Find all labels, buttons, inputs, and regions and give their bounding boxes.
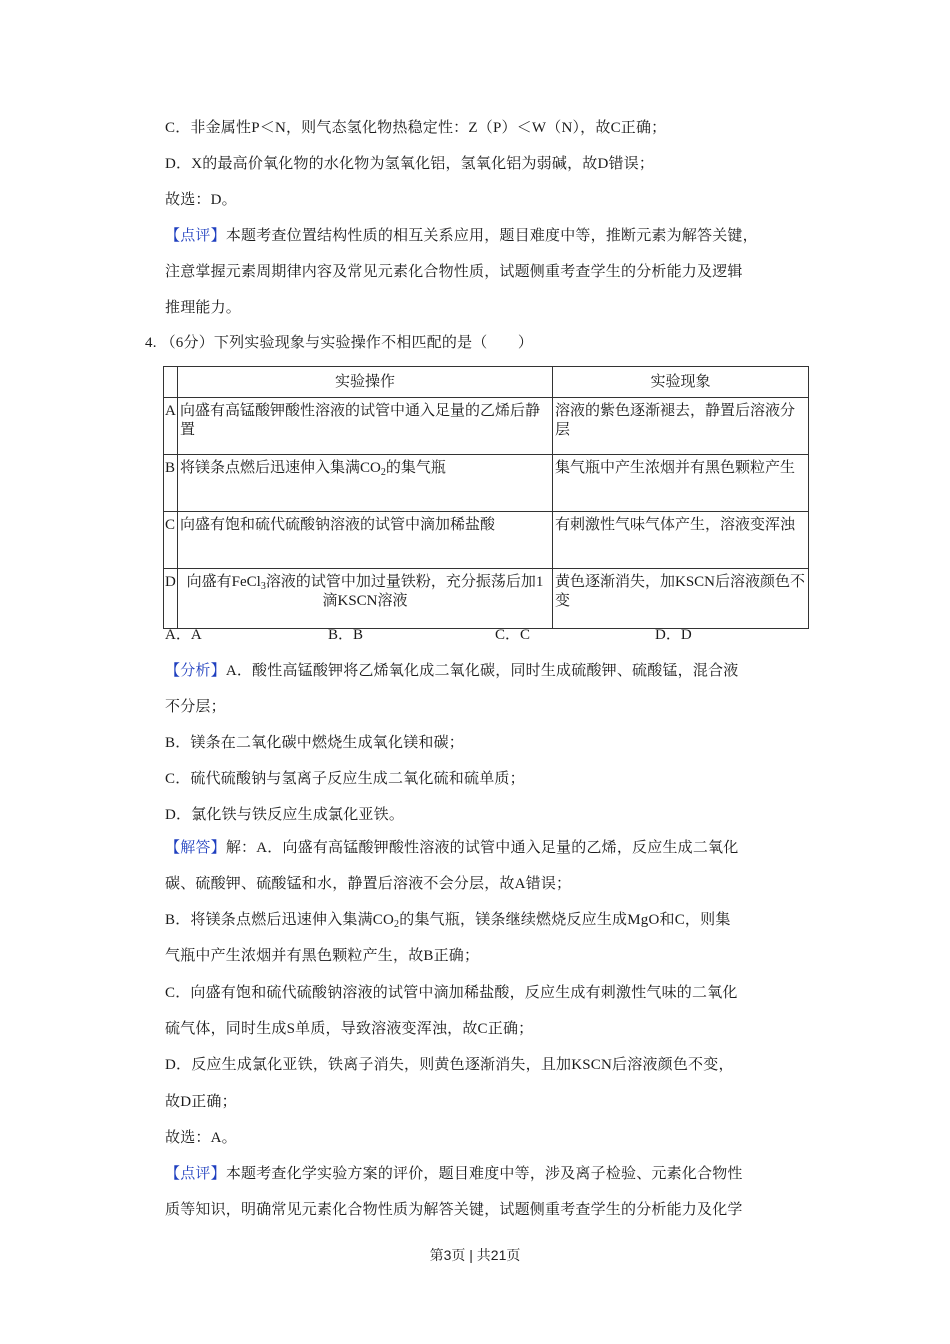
- answer-text: 的集气瓶，镁条继续燃烧反应生成MgO和C，则集: [399, 912, 731, 928]
- comment-tag: 【点评】: [165, 1166, 226, 1182]
- row-operation: 向盛有饱和硫代硫酸钠溶液的试管中滴加稀盐酸: [178, 512, 553, 569]
- answer-line-6: 硫气体，同时生成S单质，导致溶液变浑浊，故C正确；: [165, 1021, 534, 1037]
- prev-solution-line-c: C．非金属性P＜N，则气态氢化物热稳定性：Z（P）＜W（N），故C正确；: [165, 120, 667, 136]
- answer-line-1: [165, 838, 738, 858]
- page-footer: 第3页 | 共21页: [429, 1247, 521, 1263]
- comment-text: 本题考查位置结构性质的相互关系应用，题目难度中等，推断元素为解答关键，: [225, 228, 758, 244]
- answer-line-2: 碳、硫酸钾、硫酸锰和水，静置后溶液不会分层，故A错误；: [165, 876, 572, 892]
- analysis-line-5: D．氯化铁与铁反应生成氯化亚铁。: [165, 807, 405, 823]
- analysis-line-1: [165, 661, 738, 681]
- prev-comment-line-3: 推理能力。: [165, 300, 242, 316]
- comment-tag: 【点评】: [165, 228, 226, 244]
- subscript: 2: [380, 467, 386, 478]
- analysis-line-2: 不分层；: [165, 699, 226, 715]
- row-operation: [178, 569, 553, 629]
- prev-solution-line-d: D．X的最高价氧化物的水化物为氢氧化铝，氢氧化铝为弱碱，故D错误；: [165, 156, 655, 172]
- row-label: B: [164, 455, 178, 512]
- answer-line-5: C．向盛有饱和硫代硫酸钠溶液的试管中滴加稀盐酸，反应生成有刺激性气味的二氧化: [165, 985, 738, 1001]
- row-label: D: [164, 569, 178, 629]
- comment-text: 本题考查化学实验方案的评价，题目难度中等，涉及离子检验、元素化合物性: [225, 1166, 743, 1182]
- answer-line-4: 气瓶中产生浓烟并有黑色颗粒产生，故B正确；: [165, 948, 480, 964]
- header-label-cell: [164, 367, 178, 398]
- answer-line-7: D．反应生成氯化亚铁，铁离子消失，则黄色逐渐消失，且加KSCN后溶液颜色不变，: [165, 1057, 734, 1073]
- row-operation: 向盛有高锰酸钾酸性溶液的试管中通入足量的乙烯后静置: [178, 398, 553, 455]
- answer-choice: 故选：A。: [165, 1130, 237, 1146]
- analysis-text: A．酸性高锰酸钾将乙烯氧化成二氧化碳，同时生成硫酸钾、硫酸锰，混合液: [225, 663, 739, 679]
- table-row: [164, 398, 809, 455]
- question-title: [145, 333, 533, 353]
- operation-text: 向盛有FeCl: [186, 574, 261, 590]
- operation-text: 的集气瓶: [385, 460, 446, 476]
- answer-line-8: 故D正确；: [165, 1094, 237, 1110]
- option-d[interactable]: D．D: [655, 627, 692, 643]
- operation-text: 将镁条点燃后迅速伸入集满CO: [180, 460, 381, 476]
- header-operation: 实验操作: [178, 367, 553, 398]
- table-row: [164, 569, 809, 629]
- row-operation: [178, 455, 553, 512]
- option-a[interactable]: A．A: [165, 627, 202, 643]
- answer-line-3: [165, 910, 731, 930]
- question-number: 4.: [145, 335, 157, 351]
- subscript: 2: [394, 919, 400, 930]
- operation-text: 溶液的试管中加过量铁粉，充分振荡后加1滴KSCN溶液: [265, 574, 544, 609]
- row-phenomenon: 溶液的紫色逐渐褪去，静置后溶液分层: [553, 398, 809, 455]
- option-c[interactable]: C．C: [495, 627, 531, 643]
- experiment-table: [163, 366, 809, 629]
- analysis-tag: 【分析】: [165, 663, 226, 679]
- comment-line-2: 质等知识，明确常见元素化合物性质为解答关键，试题侧重考查学生的分析能力及化学: [165, 1202, 743, 1218]
- question-text: （6分）下列实验现象与实验操作不相匹配的是（ ）: [160, 335, 534, 351]
- prev-comment-line-2: 注意掌握元素周期律内容及常见元素化合物性质，试题侧重考查学生的分析能力及逻辑: [165, 264, 743, 280]
- row-phenomenon: 集气瓶中产生浓烟并有黑色颗粒产生: [553, 455, 809, 512]
- analysis-line-3: B．镁条在二氧化碳中燃烧生成氧化镁和碳；: [165, 735, 465, 751]
- row-label: A: [164, 398, 178, 455]
- analysis-line-4: C．硫代硫酸钠与氢离子反应生成二氧化硫和硫单质；: [165, 771, 525, 787]
- subscript: 3: [260, 581, 266, 592]
- table-row: [164, 512, 809, 569]
- option-b[interactable]: B．B: [328, 627, 364, 643]
- prev-comment-line-1: [165, 226, 758, 246]
- row-label: C: [164, 512, 178, 569]
- answer-text: B．将镁条点燃后迅速伸入集满CO: [165, 912, 395, 928]
- comment-line-1: [165, 1164, 743, 1184]
- prev-solution-choice: 故选：D。: [165, 192, 237, 208]
- answer-text: 解：A．向盛有高锰酸钾酸性溶液的试管中通入足量的乙烯，反应生成二氧化: [225, 840, 739, 856]
- answer-tag: 【解答】: [165, 840, 226, 856]
- row-phenomenon: 有刺激性气味气体产生，溶液变浑浊: [553, 512, 809, 569]
- table-header-row: [164, 367, 809, 398]
- header-phenomenon: 实验现象: [553, 367, 809, 398]
- row-phenomenon: 黄色逐渐消失，加KSCN后溶液颜色不变: [553, 569, 809, 629]
- table-row: [164, 455, 809, 512]
